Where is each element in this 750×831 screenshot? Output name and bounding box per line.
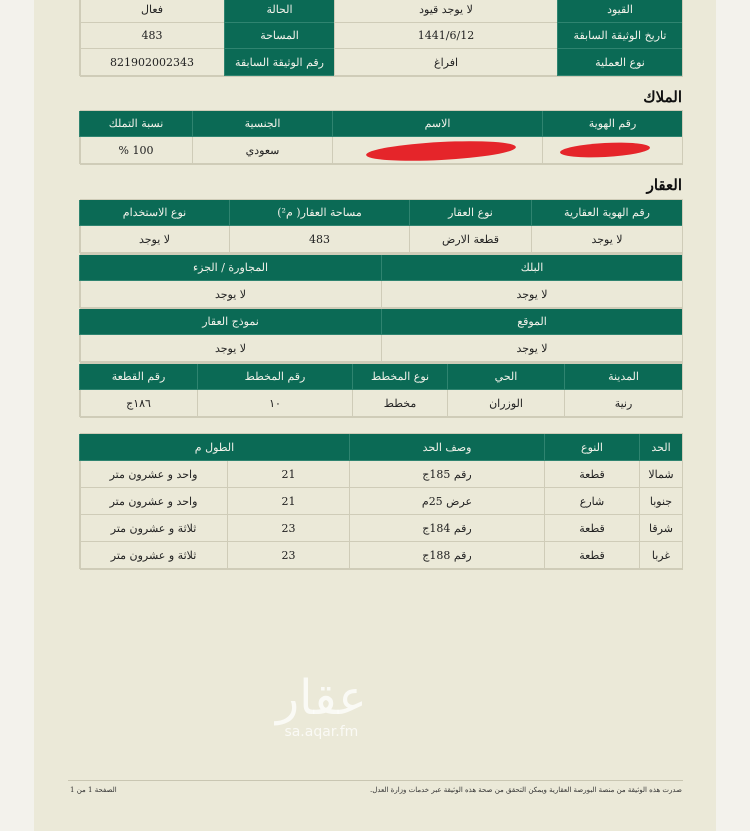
boundary-type: قطعة: [544, 515, 639, 542]
header-block: البلك: [381, 255, 682, 281]
owners-heading: الملاك: [643, 88, 682, 106]
page-number: الصفحة 1 من 1: [70, 786, 117, 794]
header-neighbor-part: المجاورة / الجزء: [79, 255, 381, 281]
boundary-length: 21: [227, 488, 349, 515]
value-plan-number: ١٠: [197, 390, 352, 417]
property-table-location: [80, 308, 683, 363]
boundary-length-words: واحد و عشرون متر: [79, 488, 227, 515]
boundary-direction: غربا: [639, 542, 682, 569]
header-description: وصف الحد: [349, 434, 544, 461]
value-property-type: قطعة الارض: [409, 226, 531, 253]
label-previous-date: تاريخ الوثيقة السابقة: [557, 23, 682, 49]
header-id: رقم الهوية: [542, 111, 682, 137]
boundary-length: 23: [227, 542, 349, 569]
boundary-direction: جنوبا: [639, 488, 682, 515]
footer-divider: [68, 780, 683, 781]
aqar-watermark: [276, 672, 367, 740]
boundary-length: 23: [227, 515, 349, 542]
boundary-description: رقم 185ج: [349, 461, 544, 488]
owner-nationality: سعودي: [192, 137, 332, 164]
header-boundary: الحد: [639, 434, 682, 461]
value-district: الوزران: [447, 390, 564, 417]
boundaries-table: [80, 433, 683, 570]
boundary-description: رقم 188ج: [349, 542, 544, 569]
label-operation-type: نوع العملية: [557, 49, 682, 76]
boundary-length-words: ثلاثة و عشرون متر: [79, 515, 227, 542]
owner-share: 100 %: [79, 137, 192, 164]
property-table-main: [80, 199, 683, 254]
header-type: النوع: [544, 434, 639, 461]
header-usage-type: نوع الاستخدام: [79, 200, 229, 226]
header-property-area: مساحة العقار( م²): [229, 200, 409, 226]
boundary-direction: شرقا: [639, 515, 682, 542]
value-operation-type: افراغ: [334, 49, 557, 76]
boundary-type: قطعة: [544, 461, 639, 488]
header-location: الموقع: [381, 309, 682, 335]
boundary-length-words: واحد و عشرون متر: [79, 461, 227, 488]
value-restrictions: لا يوجد قيود: [334, 0, 557, 23]
footer-note: صدرت هذه الوثيقة من منصة البورصة العقارية ويمكن التحقق من صحة هذه الوثيقة عبر خدمات وزارة العدل.: [370, 786, 682, 794]
header-plot-number: رقم القطعة: [79, 364, 197, 390]
header-plan-number: رقم المخطط: [197, 364, 352, 390]
boundary-description: عرض 25م: [349, 488, 544, 515]
header-property-type: نوع العقار: [409, 200, 531, 226]
value-property-model: لا يوجد: [79, 335, 381, 362]
value-property-id: لا يوجد: [531, 226, 682, 253]
value-usage-type: لا يوجد: [79, 226, 229, 253]
watermark-url: sa.aqar.fm: [284, 724, 359, 740]
label-restrictions: القيود: [557, 0, 682, 23]
property-heading: العقار: [646, 176, 682, 194]
value-previous-date: 1441/6/12: [334, 23, 557, 49]
boundary-length-words: ثلاثة و عشرون متر: [79, 542, 227, 569]
header-nationality: الجنسية: [192, 111, 332, 137]
value-status: فعال: [79, 0, 224, 23]
header-city: المدينة: [564, 364, 682, 390]
boundary-type: قطعة: [544, 542, 639, 569]
boundary-direction: شمالا: [639, 461, 682, 488]
value-block: لا يوجد: [381, 281, 682, 308]
header-length: الطول م: [79, 434, 349, 461]
header-share: نسبة التملك: [79, 111, 192, 137]
value-location: لا يوجد: [381, 335, 682, 362]
boundary-length: 21: [227, 461, 349, 488]
boundary-description: رقم 184ج: [349, 515, 544, 542]
label-previous-number: رقم الوثيقة السابقة: [224, 49, 334, 76]
header-property-model: نموذج العقار: [79, 309, 381, 335]
value-city: رنية: [564, 390, 682, 417]
value-neighbor-part: لا يوجد: [79, 281, 381, 308]
property-table-block: [80, 254, 683, 309]
header-name: الاسم: [332, 111, 542, 137]
boundary-type: شارع: [544, 488, 639, 515]
value-plan-type: مخطط: [352, 390, 447, 417]
value-previous-number: 821902002343: [79, 49, 224, 76]
header-property-id: رقم الهوية العقارية: [531, 200, 682, 226]
value-area: 483: [79, 23, 224, 49]
label-status: الحالة: [224, 0, 334, 23]
value-property-area: 483: [229, 226, 409, 253]
property-table-plan: [80, 363, 683, 418]
deed-summary-table: [80, 0, 683, 77]
header-district: الحي: [447, 364, 564, 390]
value-plot-number: ١٨٦ج: [79, 390, 197, 417]
header-plan-type: نوع المخطط: [352, 364, 447, 390]
watermark-logo: عقار: [276, 670, 367, 726]
label-area: المساحة: [224, 23, 334, 49]
